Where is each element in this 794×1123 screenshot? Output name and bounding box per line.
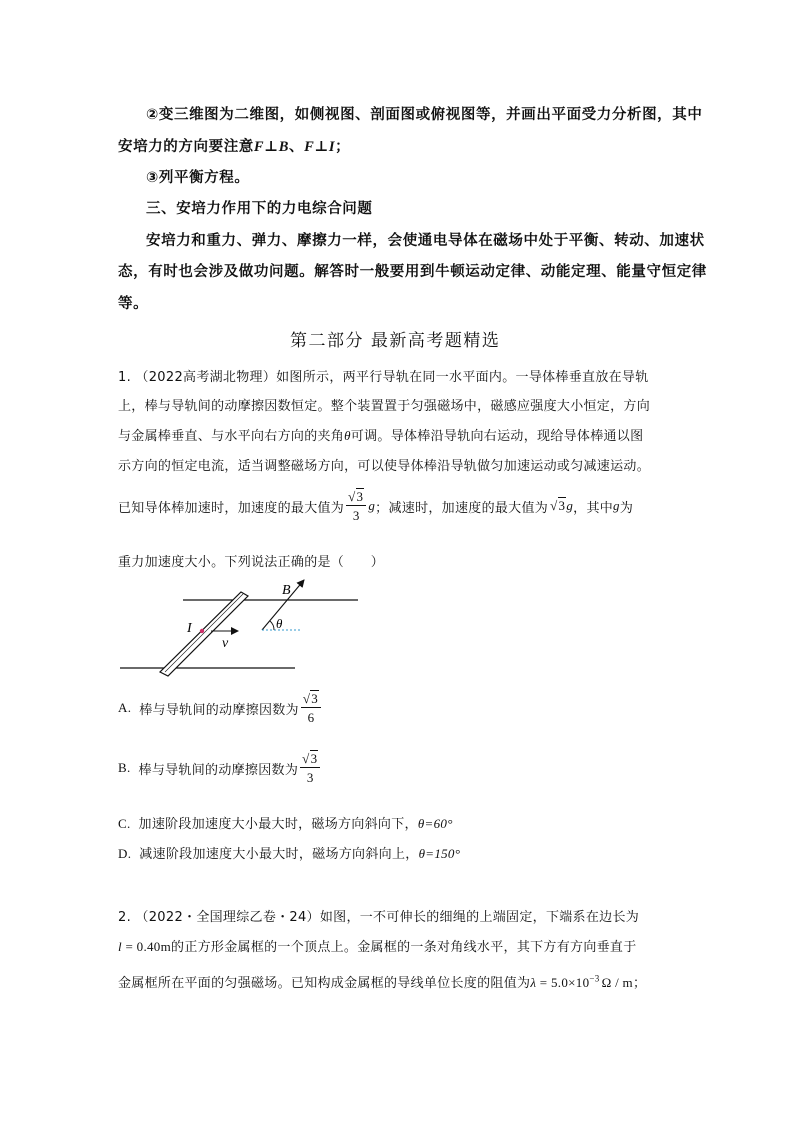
option-c[interactable] xyxy=(118,813,453,832)
text-segment: ； xyxy=(335,139,351,155)
value-length: = 0.40m xyxy=(121,939,172,954)
q2-line2 xyxy=(118,936,637,955)
current-marker xyxy=(200,629,204,633)
text-segment: 为 xyxy=(619,500,634,516)
text-segment: ；减速时，加速度的最大值为 xyxy=(375,500,549,516)
text-segment: 已知导体棒加速时，加速度的最大值为 xyxy=(118,500,345,516)
fraction-sqrt3-over-3 xyxy=(300,752,320,784)
fraction-denominator: 3 xyxy=(352,508,360,523)
value-resistance: = 5.0×10 xyxy=(536,975,590,990)
option-value: θ=150° xyxy=(418,846,461,861)
q1-line1: 1. （2022高考湖北物理）如图所示，两平行导轨在同一水平面内。一导体棒垂直放在导轨 xyxy=(118,370,649,385)
fraction-denominator: 6 xyxy=(307,710,315,725)
option-label: D. xyxy=(118,846,132,861)
fraction-numerator: √3 xyxy=(301,692,321,708)
symbol-theta: θ xyxy=(344,428,351,443)
sqrt-3: √3 xyxy=(550,498,566,513)
fraction-denominator: 3 xyxy=(306,770,314,785)
option-text: 减速阶段加速度大小最大时，磁场方向斜向上， xyxy=(139,847,419,862)
symbol-g: g xyxy=(566,498,574,513)
rod-edge xyxy=(165,594,243,672)
q2-line1: 2. （2022・全国理综乙卷・24）如图，一不可伸长的细绳的上端固定，下端系在边长为 xyxy=(118,910,640,925)
exponent: −3 xyxy=(589,973,600,984)
fraction-sqrt3-over-3 xyxy=(346,490,366,522)
text-segment: 与金属棒垂直、与水平向右方向的夹角 xyxy=(118,429,345,444)
paragraph-3-line3: 等。 xyxy=(118,296,149,312)
option-label: C. xyxy=(118,816,131,831)
text-segment: ，其中 xyxy=(573,500,614,516)
fraction-numerator: √3 xyxy=(300,752,320,768)
option-value: θ=60° xyxy=(417,816,453,831)
option-label: B. xyxy=(118,760,131,775)
radicand: 3 xyxy=(311,691,319,706)
q1-line5 xyxy=(118,490,633,522)
label-B: B xyxy=(282,583,291,598)
section-title: 第二部分 最新高考题精选 xyxy=(290,331,501,351)
text-segment: 的正方形金属框的一个顶点上。金属框的一条对角线水平，其下方有方向垂直于 xyxy=(171,940,637,955)
text-segment: 金属框所在平面的匀强磁场。已知构成金属框的导线单位长度的阻值为 xyxy=(118,976,531,991)
formula-f-perp-i: F⊥I xyxy=(304,139,336,155)
text-segment: ； xyxy=(632,976,647,991)
fraction-numerator: √3 xyxy=(346,490,366,506)
radicand: 3 xyxy=(356,489,364,504)
option-label: A. xyxy=(118,700,132,715)
label-I: I xyxy=(187,621,192,636)
paragraph-3-line2: 态，有时也会涉及做功问题。解答时一般要用到牛顿运动定律、动能定理、能量守恒定律 xyxy=(118,264,707,280)
option-text: 加速阶段加速度大小最大时，磁场方向斜向下， xyxy=(138,817,418,832)
rail-diagram xyxy=(110,570,380,680)
paragraph-step2-line2 xyxy=(118,135,350,156)
q2-line3 xyxy=(118,972,646,991)
fraction-sqrt3-over-6 xyxy=(301,692,321,724)
heading-section-3: 三、安培力作用下的力电综合问题 xyxy=(146,201,373,217)
symbol-lambda: λ xyxy=(530,975,537,990)
option-b[interactable] xyxy=(118,752,322,784)
symbol-g: g xyxy=(613,498,620,513)
radicand: 3 xyxy=(558,498,566,513)
text-segment: 安培力的方向要注意 xyxy=(118,139,254,155)
radicand: 3 xyxy=(310,751,318,766)
q1-line4: 示方向的恒定电流，适当调整磁场方向，可以使导体棒沿导轨做匀加速运动或匀减速运动。 xyxy=(118,459,651,474)
q1-line3 xyxy=(118,425,643,444)
label-v: v xyxy=(222,636,229,651)
formula-f-perp-b: F⊥B xyxy=(253,139,289,155)
text-segment: 、 xyxy=(288,139,305,155)
option-d[interactable] xyxy=(118,843,460,862)
q1-line2: 上，棒与导轨间的动摩擦因数恒定。整个装置置于匀强磁场中，磁感应强度大小恒定，方向 xyxy=(118,399,651,414)
paragraph-step2-line1: ②变三维图为二维图，如侧视图、剖面图或俯视图等，并画出平面受力分析图，其中 xyxy=(146,107,703,123)
option-a[interactable] xyxy=(118,692,323,724)
option-text: 棒与导轨间的动摩擦因数为 xyxy=(139,702,299,718)
q1-line6: 重力加速度大小。下列说法正确的是（ ） xyxy=(118,555,385,570)
symbol-l: l xyxy=(118,939,122,954)
option-text: 棒与导轨间的动摩擦因数为 xyxy=(138,762,299,778)
paragraph-step3: ③列平衡方程。 xyxy=(146,170,250,186)
text-segment: 可调。导体棒沿导轨向右运动，现给导体棒通以图 xyxy=(350,429,644,444)
label-theta: θ xyxy=(276,616,283,631)
angle-arc xyxy=(270,621,274,630)
unit: Ω / m xyxy=(601,975,633,990)
symbol-g: g xyxy=(368,498,376,513)
paragraph-3-line1: 安培力和重力、弹力、摩擦力一样，会使通电导体在磁场中处于平衡、转动、加速状 xyxy=(146,233,705,249)
